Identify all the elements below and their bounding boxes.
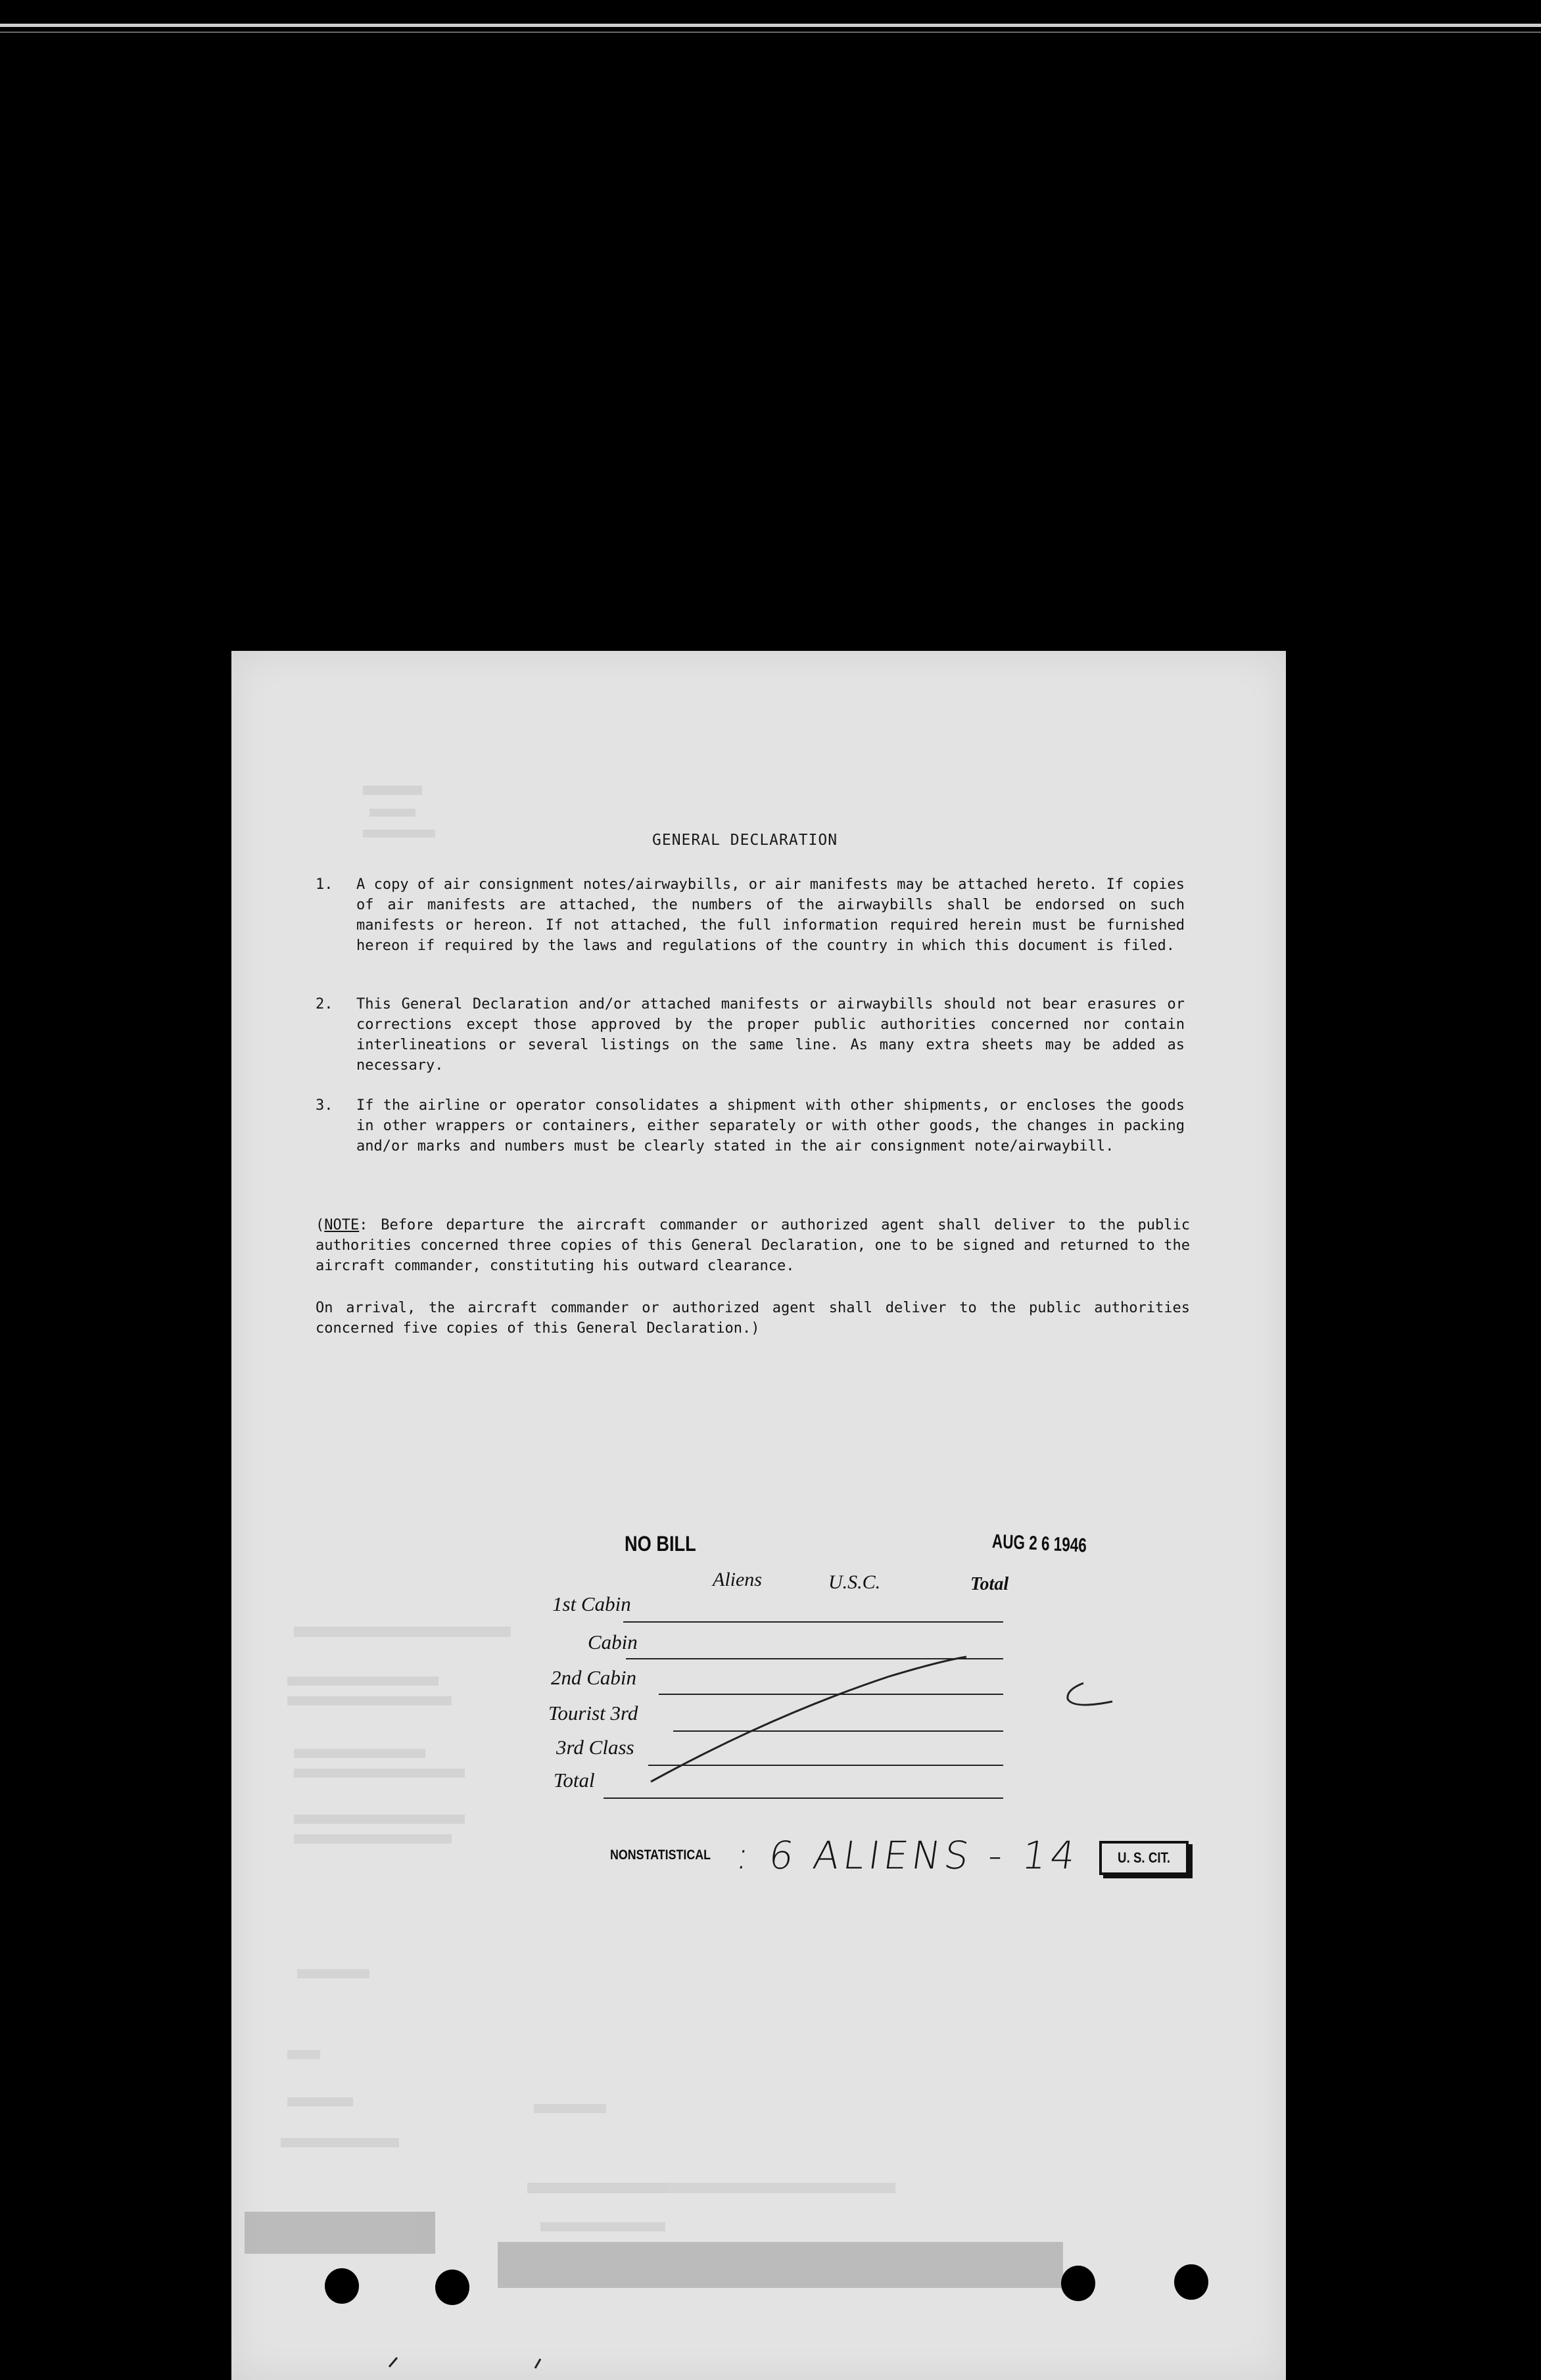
row-cabin: Cabin xyxy=(588,1630,638,1654)
no-bill-stamp: NO BILL xyxy=(625,1532,696,1556)
note-text: : Before departure the aircraft commander or authorized agent shall deliver to the public authorities concerned three copies of this General Declaration, one to be signed and returned to the aircraft commander, constituting his outward clearance. xyxy=(316,1217,1190,1274)
punch-hole xyxy=(1061,2266,1095,2301)
row-2nd-cabin: 2nd Cabin xyxy=(551,1666,637,1689)
column-total: Total xyxy=(970,1574,1009,1594)
film-frame-edge xyxy=(0,24,1541,27)
item-text: A copy of air consignment notes/airwaybills, or air manifests may be attached hereto. If copies of air manifests are attached, the numbers of the airwaybills shall be endorsed on such manifests or hereon. If not attached, the full information required herein must be furnished hereon if required by the laws and regulations of the country in which this document is filed. xyxy=(356,876,1185,954)
declaration-sheet xyxy=(231,651,1286,2380)
item-number: 3. xyxy=(316,1097,333,1114)
column-usc: U.S.C. xyxy=(828,1571,881,1593)
row-tourist-3rd: Tourist 3rd xyxy=(548,1702,638,1725)
item-text: If the airline or operator consolidates a shipment with other shipments, or encloses the goods in other wrappers or containers, either separately or with other goods, the changes in packing and/or marks and numbers must be clearly stated in the air consignment note/airwaybill. xyxy=(356,1097,1185,1154)
document-title: GENERAL DECLARATION xyxy=(652,832,838,849)
punch-hole xyxy=(1174,2264,1208,2300)
row-total: Total xyxy=(554,1769,595,1792)
row-3rd-class: 3rd Class xyxy=(556,1736,634,1759)
note-open-paren: ( xyxy=(316,1217,325,1233)
us-cit-stamp xyxy=(1099,1841,1189,1875)
note-label: NOTE xyxy=(324,1217,360,1233)
item-number: 1. xyxy=(316,876,333,893)
handwritten-alien-count: : 6 ALIENS - 14 xyxy=(733,1833,1082,1878)
row-1st-cabin: 1st Cabin xyxy=(552,1592,631,1615)
arrival-note: On arrival, the aircraft commander or authorized agent shall deliver to the public authorities concerned five copies of this General Declaration.) xyxy=(316,1300,1190,1337)
us-cit-label: U. S. CIT. xyxy=(1117,1849,1171,1866)
film-frame-edge-shadow xyxy=(0,32,1541,33)
column-aliens: Aliens xyxy=(713,1569,762,1590)
nonstatistical-stamp: NONSTATISTICAL xyxy=(610,1847,711,1863)
punch-hole xyxy=(325,2268,359,2304)
item-text: This General Declaration and/or attached manifests or airwaybills should not bear erasures or corrections except those approved by the proper public authorities concerned nor contain interlineations or several listings on the same line. As many extra sheets may be added as necessary. xyxy=(356,996,1185,1074)
punch-hole xyxy=(435,2270,469,2305)
handwritten-slash-marks xyxy=(231,651,1286,2380)
item-number: 2. xyxy=(316,996,333,1012)
date-stamp: AUG 2 6 1946 xyxy=(991,1531,1087,1557)
